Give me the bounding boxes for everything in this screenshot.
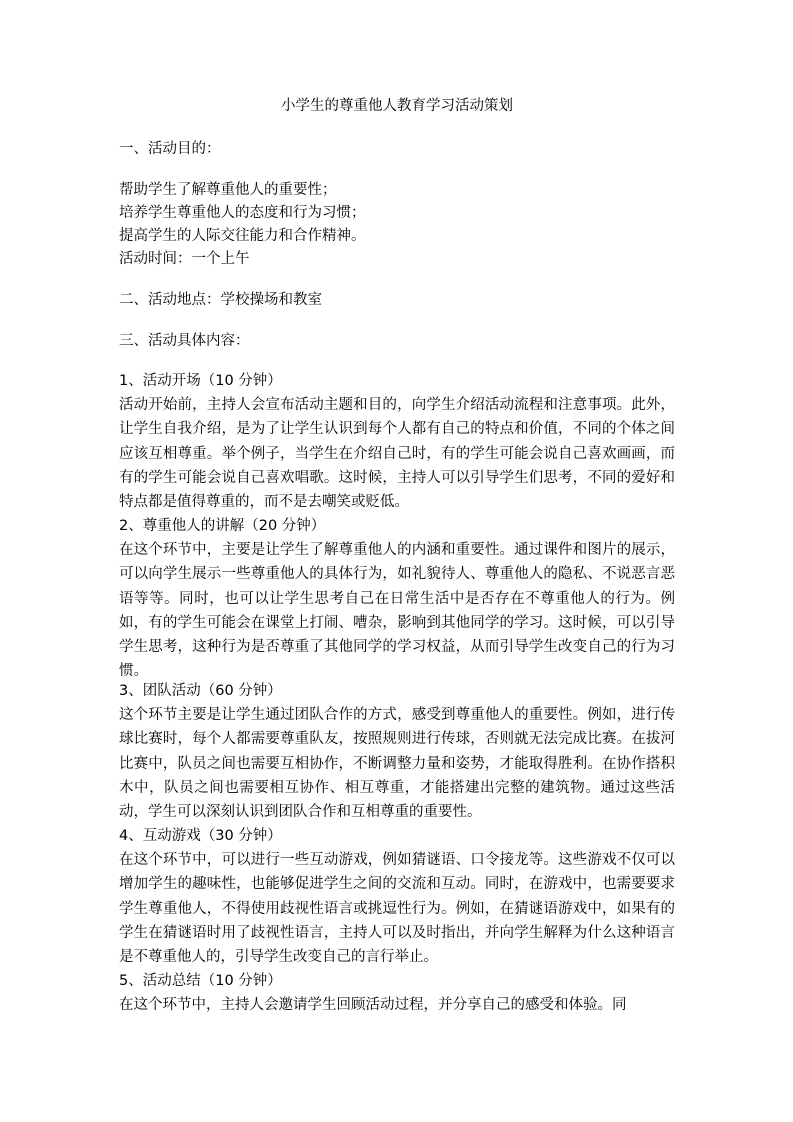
part-body: 这个环节主要是让学生通过团队合作的方式，感受到尊重他人的重要性。例如，进行传球比赛时，每个人都需要尊重队友，按照规则进行传球，否则就无法完成比赛。在拔河比赛中，队员之间也需要互相协作，不断调整力量和姿势，才能取得胜利。在协作搭积木中，队员之间也需要相互协作、相互尊重，才能搭建出完整的建筑物。通过这些活动，学生可以深刻认识到团队合作和互相尊重的重要性。 <box>119 707 675 821</box>
content-part-3 <box>119 679 675 824</box>
goal-item: 帮助学生了解尊重他人的重要性； <box>119 182 337 198</box>
part-title: 4、互动游戏（30 分钟） <box>119 828 282 844</box>
content-part-1 <box>119 369 675 514</box>
part-body: 在这个环节中，可以进行一些互动游戏，例如猜谜语、口令接龙等。这些游戏不仅可以增加学生的趣味性，也能够促进学生之间的交流和互动。同时，在游戏中，也需要要求学生尊重他人，不得使用歧视性语言或挑逗性行为。例如，在猜谜语游戏中，如果有的学生在猜谜语时用了歧视性语言，主持人可以及时指出，并向学生解释为什么这种语言是不尊重他人的，引导学生改变自己的言行举止。 <box>119 852 675 966</box>
document-title: 小学生的尊重他人教育学习活动策划 <box>281 98 513 114</box>
goal-item: 培养学生尊重他人的态度和行为习惯； <box>119 205 366 221</box>
part-title: 2、尊重他人的讲解（20 分钟） <box>119 518 326 534</box>
part-title: 5、活动总结（10 分钟） <box>119 973 282 989</box>
section-heading-goals: 一、活动目的： <box>119 141 221 157</box>
part-title: 3、团队活动（60 分钟） <box>119 683 282 699</box>
part-body: 活动开始前，主持人会宣布活动主题和目的，向学生介绍活动流程和注意事项。此外，让学生自我介绍，是为了让学生认识到每个人都有自己的特点和价值，不同的个体之间应该互相尊重。举个例子，当学生在介绍自己时，有的学生可能会说自己喜欢画画，而有的学生可能会说自己喜欢唱歌。这时候，主持人可以引导学生们思考，不同的爱好和特点都是值得尊重的，而不是去嘲笑或贬低。 <box>119 397 675 511</box>
content-part-5 <box>119 969 675 1017</box>
activity-time: 活动时间：一个上午 <box>119 251 250 267</box>
section-heading-location: 二、活动地点：学校操场和教室 <box>119 292 322 308</box>
content-part-4 <box>119 824 675 969</box>
section-heading-content: 三、活动具体内容： <box>119 333 250 349</box>
part-body: 在这个环节中，主持人会邀请学生回顾活动过程，并分享自己的感受和体验。同 <box>119 997 627 1014</box>
content-part-2 <box>119 514 675 683</box>
goal-item: 提高学生的人际交往能力和合作精神。 <box>119 228 366 244</box>
part-title: 1、活动开场（10 分钟） <box>119 373 282 389</box>
part-body: 在这个环节中，主要是让学生了解尊重他人的内涵和重要性。通过课件和图片的展示，可以向学生展示一些尊重他人的具体行为，如礼貌待人、尊重他人的隐私、不说恶言恶语等等。同时，也可以让学生思考自己在日常生活中是否存在不尊重他人的行为。例如，有的学生可能会在课堂上打闹、嘈杂，影响到其他同学的学习。这时候，可以引导学生思考，这种行为是否尊重了其他同学的学习权益，从而引导学生改变自己的行为习惯。 <box>119 542 675 680</box>
